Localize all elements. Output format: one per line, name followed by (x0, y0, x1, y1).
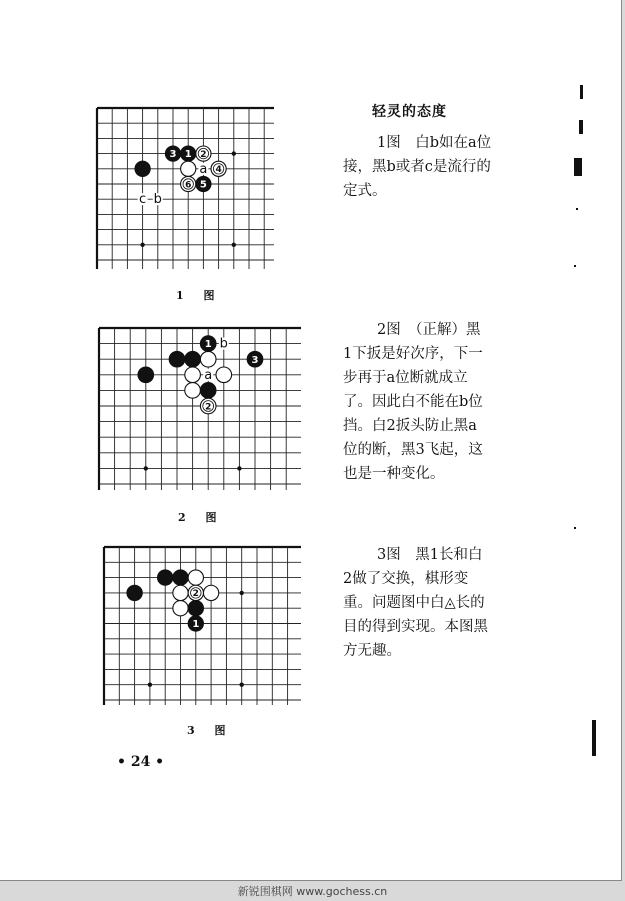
star-point (237, 466, 241, 470)
star-point (240, 591, 244, 595)
black-stone (188, 616, 203, 631)
black-stone (165, 146, 180, 161)
black-stone (173, 570, 188, 585)
black-stone (138, 367, 154, 383)
go-board-svg-2 (96, 324, 301, 490)
white-stone (203, 585, 218, 600)
scan-artifact (574, 265, 576, 267)
white-stone (173, 585, 188, 600)
diagram-2-caption: 2 图 (178, 511, 225, 524)
star-point (232, 151, 236, 155)
black-stone (181, 146, 196, 161)
scan-artifact (580, 85, 583, 99)
go-board-svg-1 (94, 103, 274, 269)
move-number: 2 (205, 402, 212, 413)
star-point (140, 243, 144, 247)
move-number: 1 (204, 339, 212, 351)
section-title: 轻灵的态度 (372, 104, 447, 120)
white-stone (185, 367, 201, 383)
star-point (232, 243, 236, 247)
description-line: 了。因此白不能在b位 (343, 394, 483, 410)
description-line: 3图 黑1长和白 (377, 547, 483, 563)
scan-artifact (579, 120, 583, 134)
white-stone (216, 367, 232, 383)
point-letter: a (199, 161, 208, 177)
point-letter: b (219, 336, 228, 352)
white-stone (173, 601, 188, 616)
star-point (148, 683, 152, 687)
black-stone (247, 351, 263, 367)
move-number: 1 (192, 619, 200, 631)
diagram-1-description (343, 131, 523, 203)
diagram-2-description (343, 318, 523, 486)
white-stone (196, 146, 211, 161)
description-line: 重。问题图中白◬长的 (343, 595, 485, 611)
move-number: 3 (169, 149, 177, 161)
white-stone (181, 161, 196, 176)
move-number: 4 (215, 165, 222, 176)
white-stone (181, 176, 196, 191)
diagram-3-description (343, 543, 523, 663)
point-letter: a (204, 367, 213, 383)
description-line: 2做了交换，棋形变 (343, 571, 469, 587)
go-board-diagram-2 (96, 324, 301, 490)
description-line: 2图 （正解）黑 (377, 322, 481, 338)
white-stone (185, 383, 201, 399)
description-line: 接，黑b或者c是流行的 (343, 159, 491, 175)
black-stone (188, 601, 203, 616)
scan-artifact (576, 208, 578, 210)
point-letter: b (153, 192, 162, 208)
description-line: 位的断，黑3飞起，这 (343, 442, 483, 458)
diagram-1-caption: 1 图 (176, 289, 223, 302)
star-point (144, 466, 148, 470)
description-line: 步再于a位断就成立 (343, 370, 468, 386)
scan-artifact (574, 158, 582, 176)
go-board-diagram-1 (94, 103, 274, 269)
description-line: 1下扳是好次序，下一 (343, 346, 483, 362)
diagram-3-caption: 3 图 (187, 724, 234, 737)
black-stone (169, 351, 185, 367)
page-number: • 24 • (117, 754, 165, 770)
move-number: 6 (185, 180, 192, 191)
scan-artifact (592, 720, 596, 756)
white-stone (188, 585, 203, 600)
description-line: 挡。白2扳头防止黑a (343, 418, 477, 434)
go-board-svg-3 (101, 541, 301, 705)
black-stone (200, 336, 216, 352)
site-watermark-footer: 新锐围棋网 www.gochess.cn (237, 885, 388, 898)
white-stone (188, 570, 203, 585)
star-point (240, 683, 244, 687)
move-number: 3 (251, 354, 259, 366)
black-stone (185, 351, 201, 367)
black-stone (158, 570, 173, 585)
black-stone (127, 585, 142, 600)
move-number: 2 (200, 149, 207, 160)
description-line: 定式。 (343, 183, 387, 199)
white-stone (200, 398, 216, 414)
scan-artifact (574, 527, 576, 529)
point-letter: c (139, 192, 147, 208)
description-line: 也是一种变化。 (343, 466, 445, 482)
white-stone (200, 351, 216, 367)
description-line: 目的得到实现。本图黑 (343, 619, 488, 635)
move-number: 1 (184, 149, 192, 161)
black-stone (135, 161, 150, 176)
black-stone (200, 383, 216, 399)
description-line: 1图 白b如在a位 (377, 135, 492, 151)
white-stone (211, 161, 226, 176)
black-stone (196, 176, 211, 191)
go-board-diagram-3 (101, 541, 301, 705)
move-number: 2 (192, 589, 199, 600)
description-line: 方无趣。 (343, 643, 401, 659)
move-number: 5 (199, 179, 207, 191)
